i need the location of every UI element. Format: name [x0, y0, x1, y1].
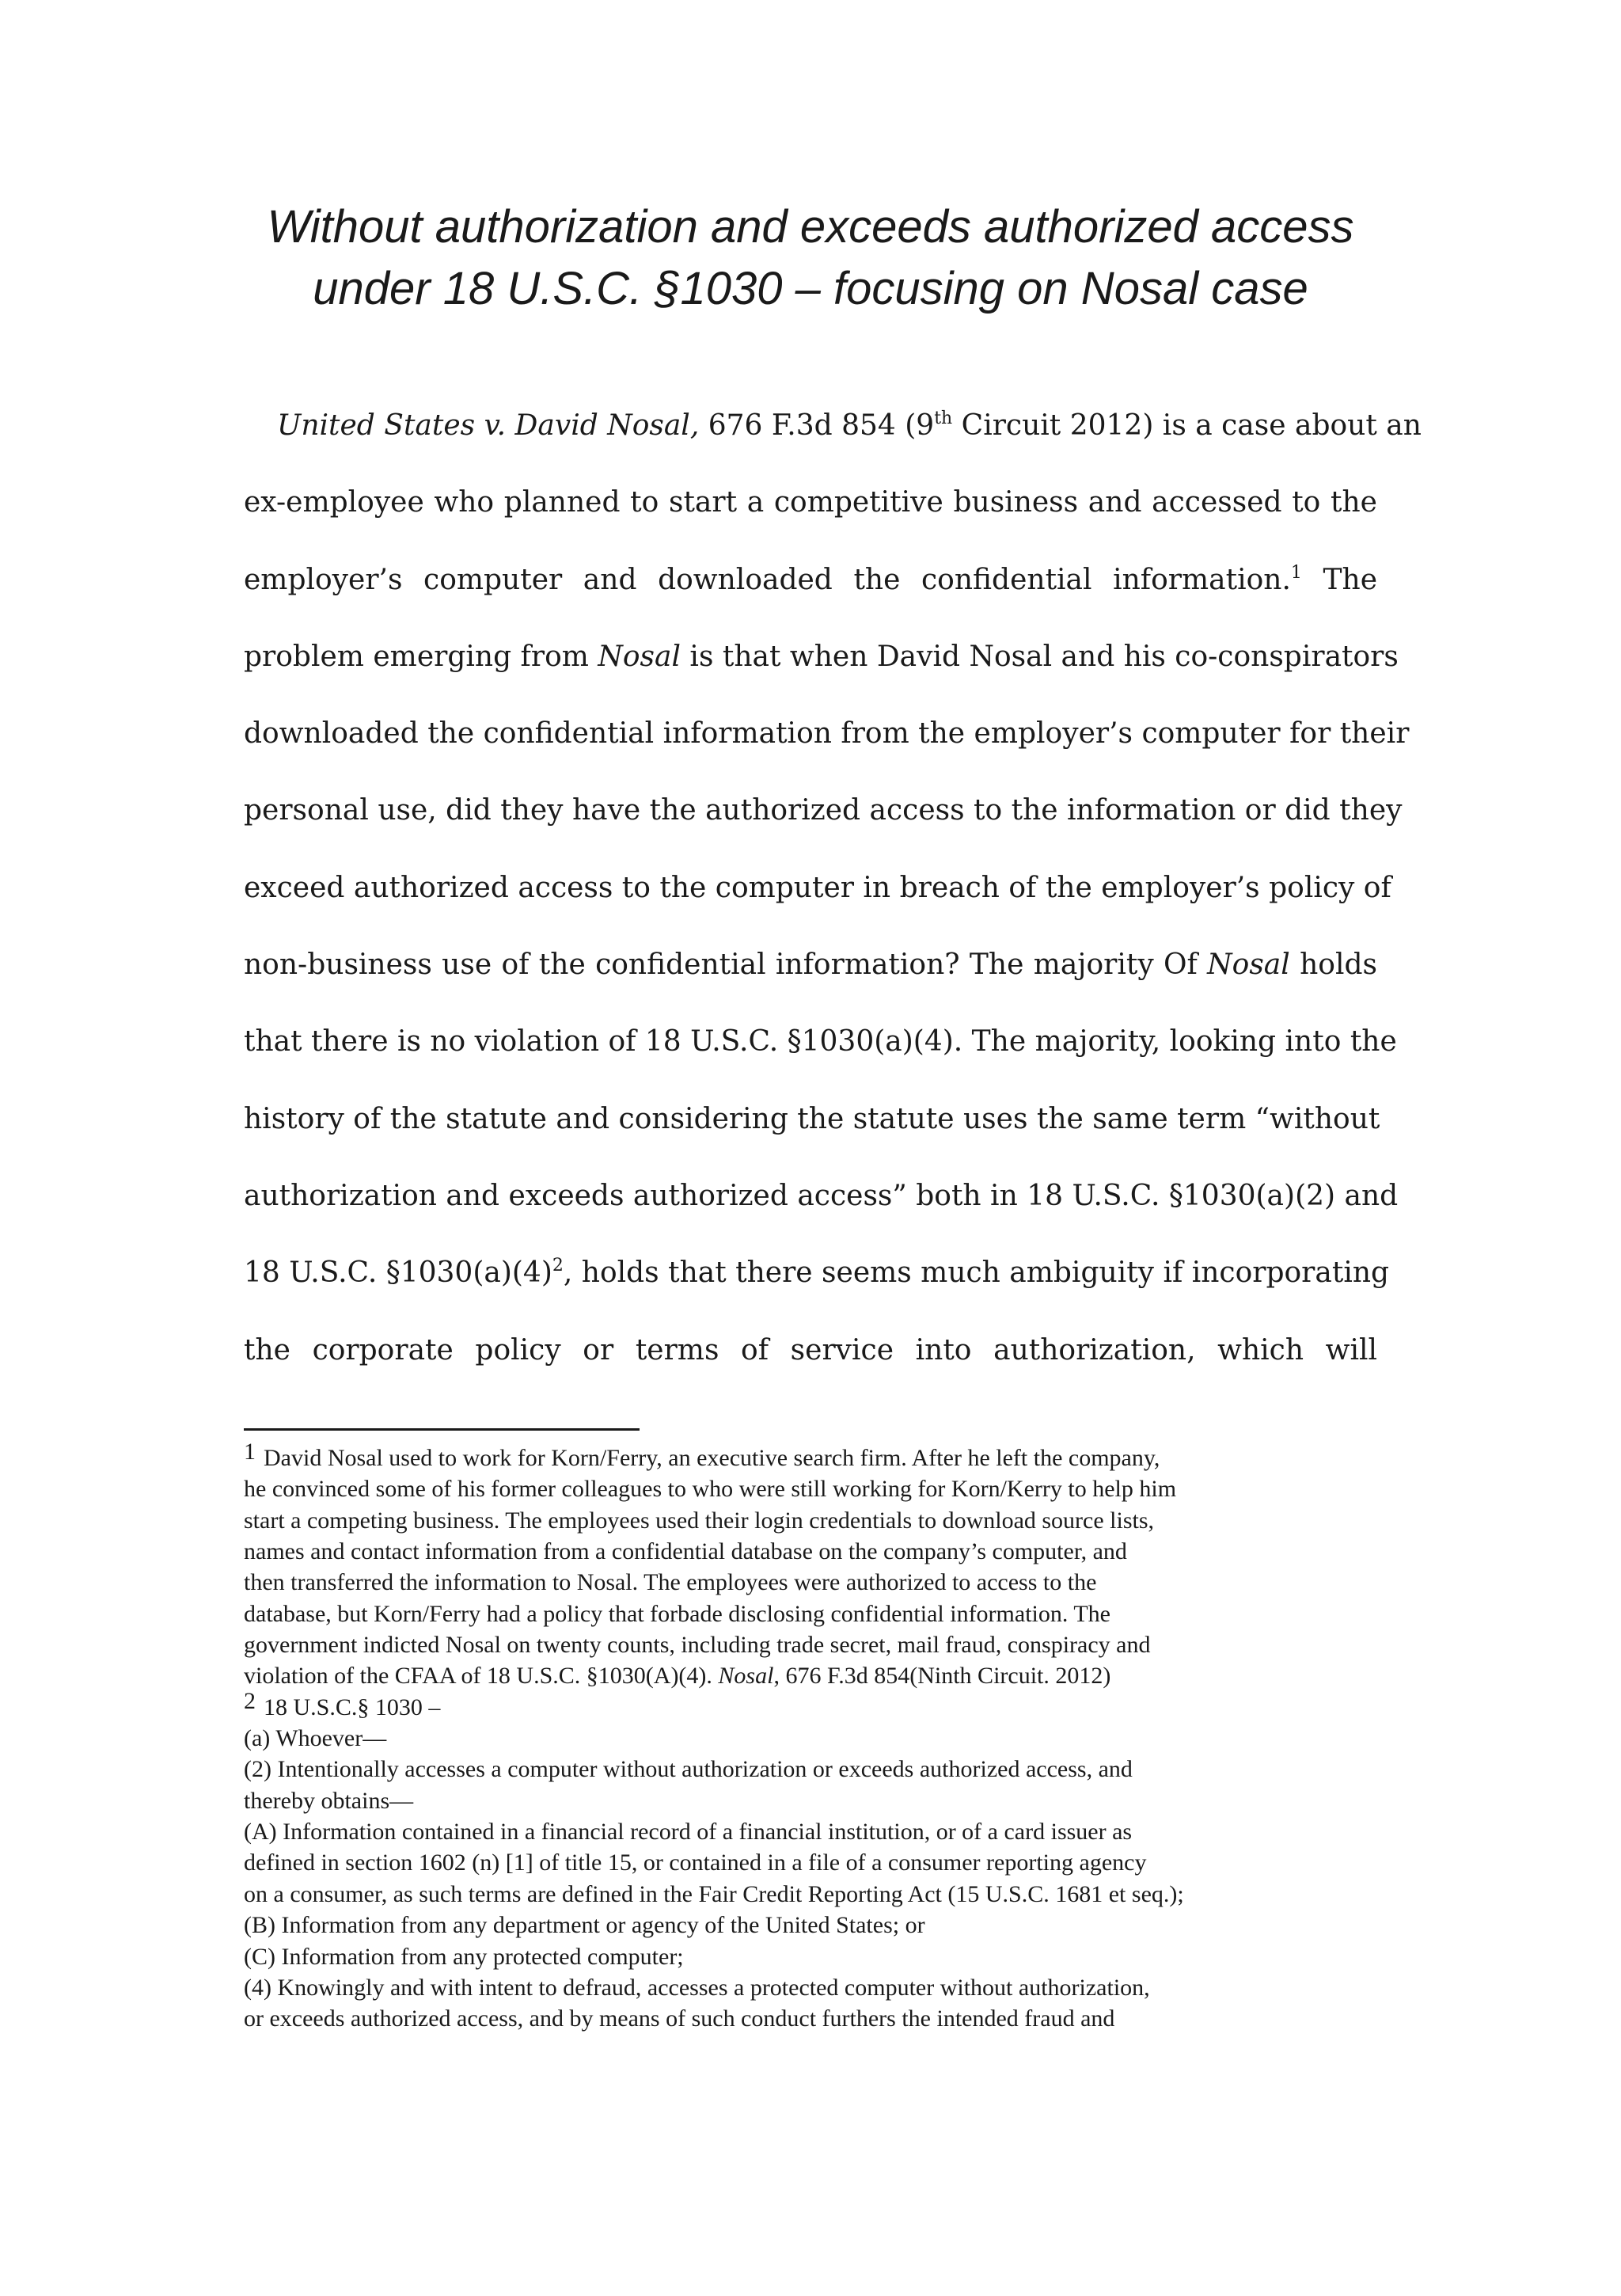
footnote-line: (B) Information from any department or agency of the United States; or	[244, 1912, 925, 1939]
body-line: personal use, did they have the authorized access to the information or did they	[244, 794, 1403, 827]
body-line: exceed authorized access to the computer in breach of the employer’s policy of	[244, 871, 1391, 904]
footnote-line: (A) Information contained in a financial record of a financial institution, or of a card issuer as	[244, 1819, 1133, 1846]
body-paragraph	[244, 402, 1422, 1404]
footnote-1-mark: 1	[244, 1439, 256, 1465]
body-line: employer’s computer and downloaded the confidential information.$^1$ The	[244, 562, 1377, 596]
body-line: history of the statute and considering the statute uses the same term “without	[244, 1102, 1380, 1135]
title-line-2: under 18 U.S.C. §1030 – focusing on Nosal case	[313, 263, 1308, 314]
footnote-line: or exceeds authorized access, and by means of such conduct furthers the intended fraud and	[244, 2005, 1115, 2032]
footnote-2-first-line: 2 18 U.S.C.§ 1030 –	[244, 1687, 441, 1720]
body-line: non-business use of the confidential information? The majority Of Nosal holds	[244, 948, 1377, 982]
footnote-line: (4) Knowingly and with intent to defraud, accesses a protected computer without authorization,	[244, 1974, 1150, 2001]
body-line: United States v. David Nosal, 676 F.3d 854 (9th Circuit 2012) is a case about an	[277, 409, 1422, 442]
footnote-1-first-line: 1 David Nosal used to work for Korn/Ferry, an executive search firm. After he left the company,	[244, 1439, 1160, 1471]
footnote-line: he convinced some of his former colleagues to who were still working for Korn/Kerry to help him	[244, 1476, 1177, 1503]
footnote-ref-2[interactable]: 2	[552, 1256, 564, 1276]
case-name: United States v. David Nosal,	[277, 409, 700, 442]
body-line: 18 U.S.C. $\S 1030(a)(4)^2$, holds that there seems much ambiguity if incorporating	[244, 1256, 1390, 1290]
body-line: that there is no violation of 18 U.S.C. §1030(a)(4). The majority, looking into the	[244, 1025, 1397, 1059]
body-line: ex-employee who planned to start a competitive business and accessed to the	[244, 486, 1377, 519]
footnote-line: on a consumer, as such terms are defined in the Fair Credit Reporting Act (15 U.S.C. 1681 et seq.);	[244, 1880, 1184, 1907]
footnote-line: then transferred the information to Nosal. The employees were authorized to access to the	[244, 1569, 1097, 1596]
case-short-name: Nosal	[598, 640, 681, 673]
body-line: problem emerging from Nosal is that when David Nosal and his co-conspirators	[244, 640, 1399, 673]
footnotes	[244, 1439, 1377, 2035]
footnote-line: names and contact information from a confidential database on the company’s computer, and	[244, 1538, 1127, 1565]
footnote-line: defined in section 1602 (n) [1] of title 15, or contained in a file of a consumer reporting agency	[244, 1849, 1147, 1876]
footnote-separator	[244, 1428, 640, 1431]
case-short-name: Nosal	[718, 1663, 774, 1690]
footnote-line: violation of the CFAA of 18 U.S.C. §1030(A)(4). Nosal, 676 F.3d 854(Ninth Circuit. 2012)	[244, 1663, 1111, 1690]
footnote-line: thereby obtains—	[244, 1787, 414, 1814]
body-line: the corporate policy or terms of service into authorization, which will	[244, 1333, 1377, 1367]
footnote-line: database, but Korn/Ferry had a policy that forbade disclosing confidential information. The	[244, 1600, 1110, 1627]
case-short-name: Nosal	[1207, 948, 1290, 982]
footnote-ref-1[interactable]: 1	[1290, 562, 1302, 583]
body-line: downloaded the confidential information from the employer’s computer for their	[244, 717, 1410, 751]
ordinal-suffix: th	[934, 409, 953, 428]
page-title	[182, 196, 1439, 320]
title-line-1: Without authorization and exceeds authorized access	[267, 201, 1354, 253]
footnote-line: government indicted Nosal on twenty counts, including trade secret, mail fraud, conspiracy and	[244, 1632, 1151, 1659]
footnote-line: (2) Intentionally accesses a computer without authorization or exceeds authorized access, and	[244, 1756, 1133, 1783]
footnote-line: (C) Information from any protected computer;	[244, 1943, 684, 1970]
footnote-line: start a competing business. The employees used their login credentials to download source lists,	[244, 1507, 1155, 1534]
footnote-2-mark: 2	[244, 1687, 256, 1714]
body-line: authorization and exceeds authorized access” both in 18 U.S.C. §1030(a)(2) and	[244, 1179, 1399, 1212]
footnote-line: (a) Whoever—	[244, 1725, 387, 1752]
